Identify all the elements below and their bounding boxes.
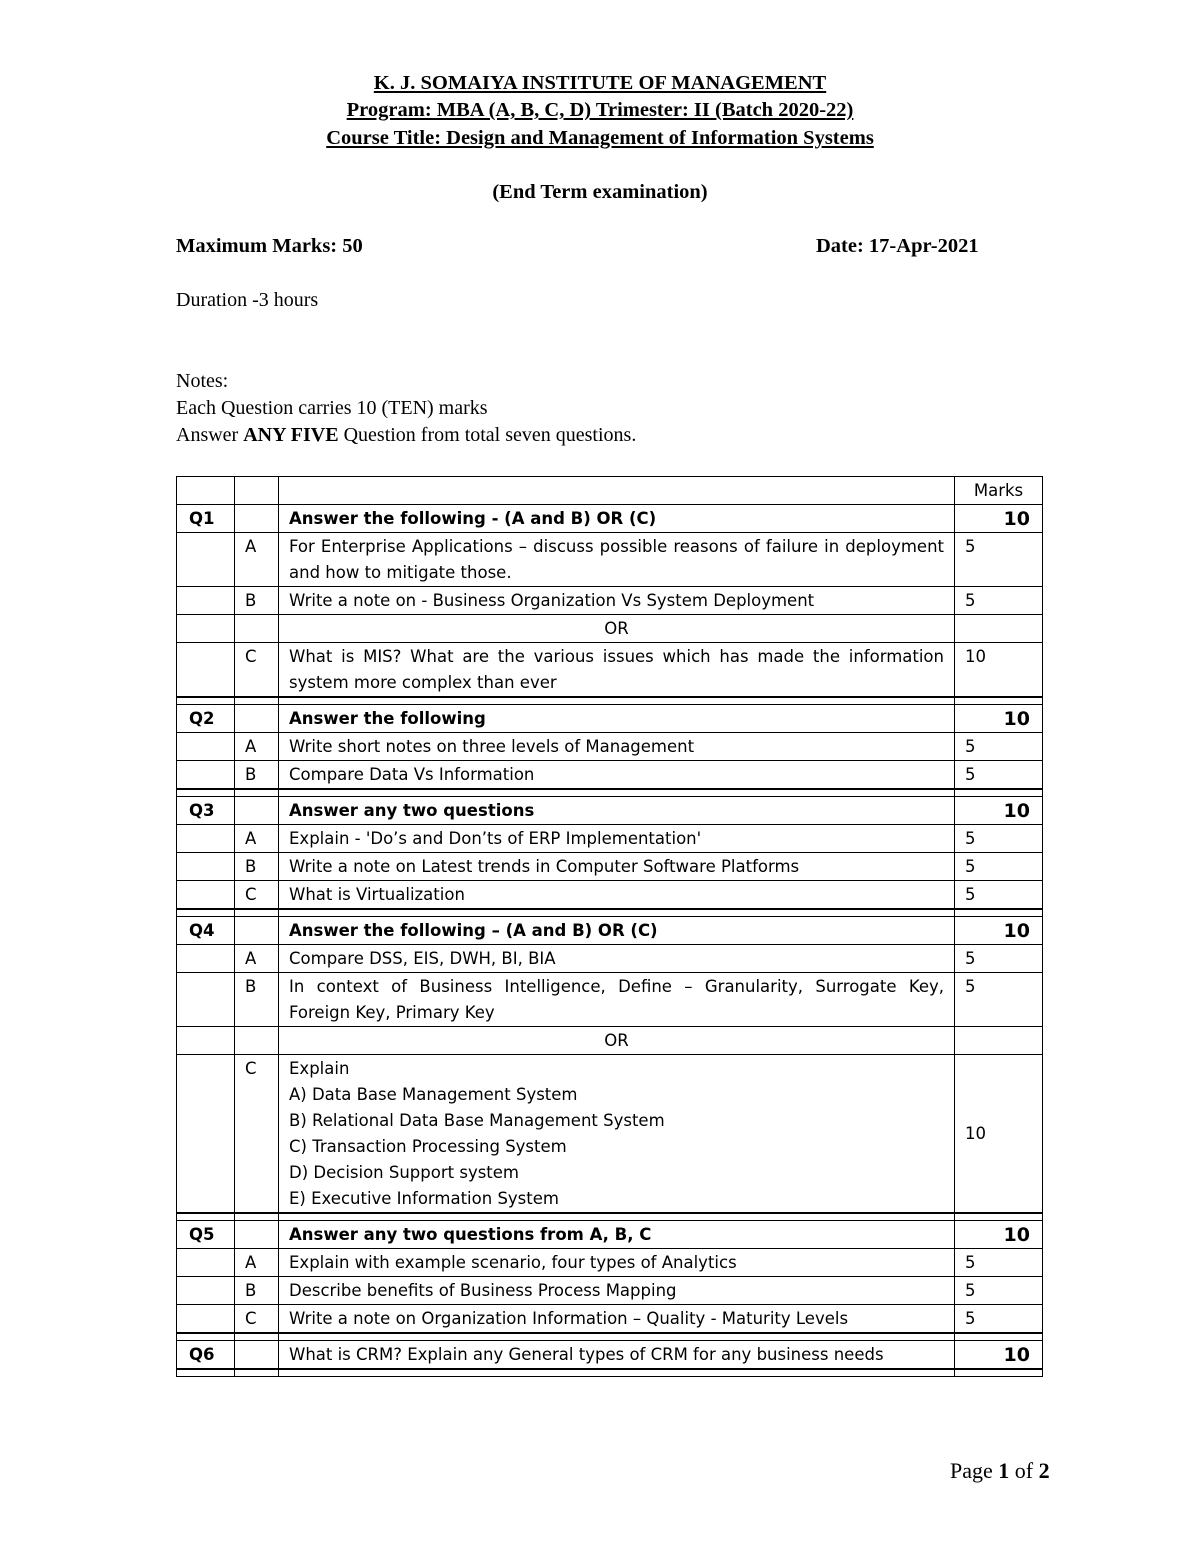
table-cell xyxy=(279,477,955,505)
notes-line-2-bold: ANY FIVE xyxy=(243,424,339,446)
section-gap xyxy=(177,1369,1043,1377)
subquestion-marks: 5 xyxy=(955,1249,1043,1277)
table-cell xyxy=(177,733,235,761)
page-prefix: Page xyxy=(950,1458,999,1483)
table-cell xyxy=(177,825,235,853)
question-title: Answer the following - (A and B) OR (C) xyxy=(279,505,955,533)
subquestion-text: Write a note on - Business Organization Vs System Deployment xyxy=(279,587,955,615)
table-cell xyxy=(177,1277,235,1305)
subquestion-text: Write short notes on three levels of Management xyxy=(279,733,955,761)
table-cell xyxy=(177,477,235,505)
subquestion-label: B xyxy=(235,853,279,881)
subquestion-row xyxy=(177,587,1043,615)
subquestion-text: What is MIS? What are the various issues which has made the information system more complex than ever xyxy=(279,643,955,698)
question-marks: 10 xyxy=(955,1221,1043,1249)
question-marks: 10 xyxy=(955,705,1043,733)
subquestion-label: A xyxy=(235,733,279,761)
question-row-q5 xyxy=(177,1221,1043,1249)
subquestion-text: Describe benefits of Business Process Mapping xyxy=(279,1277,955,1305)
subquestion-row xyxy=(177,1055,1043,1214)
subquestion-row xyxy=(177,1305,1043,1334)
table-cell xyxy=(177,945,235,973)
or-row xyxy=(177,1027,1043,1055)
subquestion-marks: 5 xyxy=(955,945,1043,973)
table-cell xyxy=(235,505,279,533)
notes-title: Notes: xyxy=(176,370,229,392)
notes-line-2-prefix: Answer xyxy=(176,424,244,446)
question-title: Answer any two questions xyxy=(279,797,955,825)
or-row xyxy=(177,615,1043,643)
or-separator: OR xyxy=(279,1027,955,1055)
question-title: Answer the following xyxy=(279,705,955,733)
table-cell xyxy=(177,1249,235,1277)
subquestion-marks: 5 xyxy=(955,881,1043,910)
question-number: Q4 xyxy=(177,917,235,945)
subquestion-row xyxy=(177,853,1043,881)
program-line: Program: MBA (A, B, C, D) Trimester: II (Batch 2020-22) xyxy=(346,99,854,121)
subquestion-row xyxy=(177,973,1043,1027)
table-cell xyxy=(177,643,235,698)
question-table xyxy=(176,476,1043,1377)
question-row-q4 xyxy=(177,917,1043,945)
subquestion-label: C xyxy=(235,881,279,910)
subquestion-text: Compare DSS, EIS, DWH, BI, BIA xyxy=(279,945,955,973)
table-cell xyxy=(955,615,1043,643)
table-cell xyxy=(177,973,235,1027)
subquestion-marks: 5 xyxy=(955,973,1043,1027)
table-cell xyxy=(235,797,279,825)
question-marks: 10 xyxy=(955,505,1043,533)
course-title: Course Title: Design and Management of Information Systems xyxy=(326,127,874,149)
table-cell xyxy=(177,761,235,790)
page-current: 1 xyxy=(998,1458,1010,1483)
table-cell xyxy=(235,477,279,505)
question-number: Q1 xyxy=(177,505,235,533)
question-title: Answer any two questions from A, B, C xyxy=(279,1221,955,1249)
institute-title: K. J. SOMAIYA INSTITUTE OF MANAGEMENT xyxy=(373,72,827,94)
question-row-q2 xyxy=(177,705,1043,733)
subquestion-label: B xyxy=(235,761,279,790)
duration: Duration -3 hours xyxy=(176,289,319,311)
subquestion-marks: 10 xyxy=(955,1055,1043,1214)
table-cell xyxy=(955,1027,1043,1055)
table-header-row xyxy=(177,477,1043,505)
subquestion-text: Write a note on Latest trends in Computer Software Platforms xyxy=(279,853,955,881)
table-cell xyxy=(177,587,235,615)
subquestion-marks: 5 xyxy=(955,533,1043,587)
subquestion-label: B xyxy=(235,1277,279,1305)
subquestion-marks: 5 xyxy=(955,733,1043,761)
table-cell xyxy=(235,1221,279,1249)
section-gap xyxy=(177,1333,1043,1341)
table-cell xyxy=(235,917,279,945)
question-number: Q3 xyxy=(177,797,235,825)
subquestion-marks: 10 xyxy=(955,643,1043,698)
subquestion-row xyxy=(177,1249,1043,1277)
page-number xyxy=(950,1458,1050,1484)
subquestion-row xyxy=(177,945,1043,973)
table-cell xyxy=(235,705,279,733)
subquestion-label: C xyxy=(235,643,279,698)
subquestion-label: A xyxy=(235,1249,279,1277)
subquestion-label: C xyxy=(235,1305,279,1334)
subquestion-row xyxy=(177,1277,1043,1305)
or-separator: OR xyxy=(279,615,955,643)
page-mid: of xyxy=(1009,1458,1039,1483)
question-row-q6 xyxy=(177,1341,1043,1370)
notes-line-2-suffix: Question from total seven questions. xyxy=(338,424,637,446)
subquestion-label: A xyxy=(235,533,279,587)
table-cell xyxy=(235,615,279,643)
subquestion-text: For Enterprise Applications – discuss possible reasons of failure in deployment and how to mitigate those. xyxy=(279,533,955,587)
subquestion-row xyxy=(177,761,1043,790)
question-row-q1 xyxy=(177,505,1043,533)
subquestion-row xyxy=(177,881,1043,910)
exam-type: (End Term examination) xyxy=(492,181,708,203)
subquestion-marks: 5 xyxy=(955,761,1043,790)
question-text: What is CRM? Explain any General types of CRM for any business needs xyxy=(279,1341,955,1370)
subquestion-row xyxy=(177,825,1043,853)
question-marks: 10 xyxy=(955,1341,1043,1370)
table-cell xyxy=(235,1341,279,1370)
table-cell xyxy=(177,615,235,643)
subquestion-label: B xyxy=(235,973,279,1027)
subquestion-marks: 5 xyxy=(955,853,1043,881)
subquestion-row xyxy=(177,533,1043,587)
marks-header: Marks xyxy=(955,477,1043,505)
subquestion-text: Explain with example scenario, four types of Analytics xyxy=(279,1249,955,1277)
subquestion-row xyxy=(177,733,1043,761)
question-number: Q6 xyxy=(177,1341,235,1370)
subquestion-text: Compare Data Vs Information xyxy=(279,761,955,790)
subquestion-label: C xyxy=(235,1055,279,1214)
max-marks: Maximum Marks: 50 xyxy=(176,235,363,257)
question-marks: 10 xyxy=(955,917,1043,945)
subquestion-text: What is Virtualization xyxy=(279,881,955,910)
subquestion-label: A xyxy=(235,945,279,973)
table-cell xyxy=(177,853,235,881)
section-gap xyxy=(177,1213,1043,1221)
notes-line-2 xyxy=(176,424,636,447)
table-cell xyxy=(235,1027,279,1055)
question-number: Q5 xyxy=(177,1221,235,1249)
subquestion-marks: 5 xyxy=(955,1277,1043,1305)
question-number: Q2 xyxy=(177,705,235,733)
subquestion-text: Explain A) Data Base Management System B) Relational Data Base Management System C) Transaction Processing System D) Decision Support system E) Executive Information System xyxy=(279,1055,955,1214)
subquestion-marks: 5 xyxy=(955,825,1043,853)
subquestion-marks: 5 xyxy=(955,587,1043,615)
table-cell xyxy=(177,1305,235,1334)
subquestion-label: A xyxy=(235,825,279,853)
subquestion-label: B xyxy=(235,587,279,615)
question-row-q3 xyxy=(177,797,1043,825)
section-gap xyxy=(177,697,1043,705)
subquestion-text: In context of Business Intelligence, Define – Granularity, Surrogate Key, Foreign Key, Primary Key xyxy=(279,973,955,1027)
section-gap xyxy=(177,789,1043,797)
question-title: Answer the following – (A and B) OR (C) xyxy=(279,917,955,945)
table-cell xyxy=(177,1027,235,1055)
exam-date: Date: 17-Apr-2021 xyxy=(816,235,979,257)
subquestion-marks: 5 xyxy=(955,1305,1043,1334)
page-total: 2 xyxy=(1038,1458,1050,1483)
section-gap xyxy=(177,909,1043,917)
table-cell xyxy=(177,1055,235,1214)
notes-line-1: Each Question carries 10 (TEN) marks xyxy=(176,397,488,419)
subquestion-text: Explain - 'Do’s and Don’ts of ERP Implementation' xyxy=(279,825,955,853)
table-cell xyxy=(177,533,235,587)
question-marks: 10 xyxy=(955,797,1043,825)
subquestion-text: Write a note on Organization Information – Quality - Maturity Levels xyxy=(279,1305,955,1334)
subquestion-row xyxy=(177,643,1043,698)
table-cell xyxy=(177,881,235,910)
